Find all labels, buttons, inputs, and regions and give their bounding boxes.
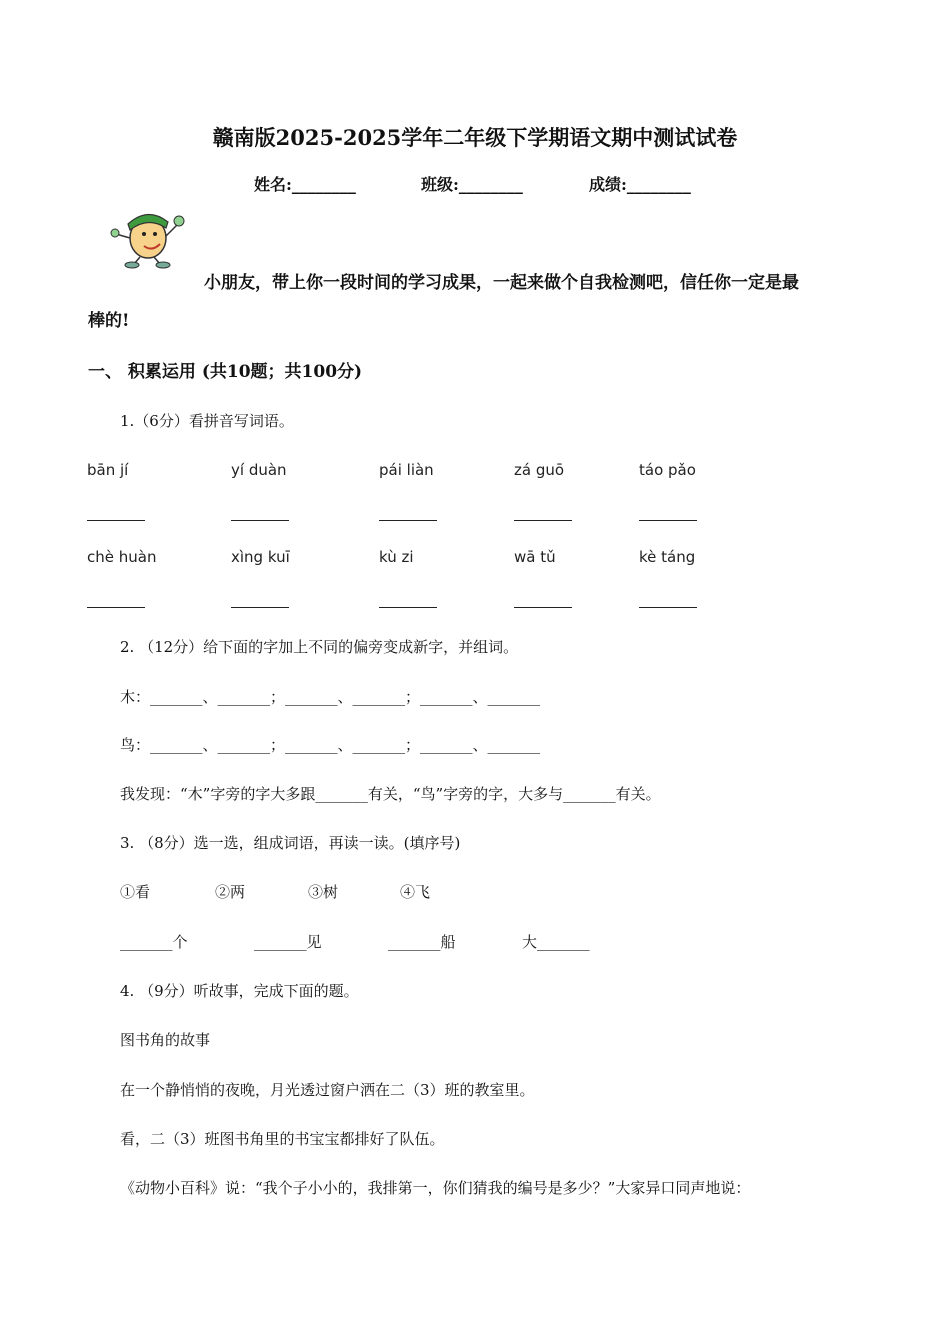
class-blank: ________ [458, 175, 523, 194]
score-blank: ________ [626, 175, 691, 194]
intro-line-2: 棒的! [88, 311, 130, 331]
section-heading: 一、 积累运用 (共10题；共100分) [88, 362, 363, 382]
answer-line [231, 520, 289, 521]
q1-pinyin: kù zi [379, 548, 414, 566]
name-field [254, 172, 356, 195]
q1-pinyin: zá guō [514, 461, 565, 479]
mascot-illustration [108, 204, 188, 270]
q3-option: ④飞 [400, 883, 431, 901]
q3-stem: 3. （8分）选一选，组成词语，再读一读。(填序号) [120, 834, 461, 852]
answer-line [87, 607, 145, 608]
q2-line-niao: 鸟：_______、_______；_______、_______；_______、_______ [120, 736, 541, 754]
q2-line-mu: 木：_______、_______；_______、_______；_______、_______ [120, 688, 541, 706]
q1-pinyin: pái liàn [379, 461, 434, 479]
q3-blank: _______见 [254, 933, 322, 951]
answer-line [379, 520, 437, 521]
q1-pinyin: kè táng [639, 548, 696, 566]
answer-line [639, 520, 697, 521]
q4-paragraph: 在一个静悄悄的夜晚，月光透过窗户洒在二（3）班的教室里。 [120, 1081, 535, 1099]
answer-line [514, 607, 572, 608]
q1-pinyin: táo pǎo [639, 461, 696, 479]
q1-pinyin: chè huàn [87, 548, 157, 566]
answer-line [639, 607, 697, 608]
q3-option: ①看 [120, 883, 151, 901]
q4-stem: 4. （9分）听故事，完成下面的题。 [120, 982, 359, 1000]
answer-line [231, 607, 289, 608]
answer-line [514, 520, 572, 521]
name-blank: ________ [291, 175, 356, 194]
q4-paragraph: 看，二（3）班图书角里的书宝宝都排好了队伍。 [120, 1130, 445, 1148]
intro-line-1: 小朋友，带上你一段时间的学习成果，一起来做个自我检测吧，信任你一定是最 [204, 273, 799, 293]
q2-discover: 我发现：“木”字旁的字大多跟_______有关，“鸟”字旁的字，大多与_______有关。 [120, 785, 661, 803]
score-label: 成绩: [589, 175, 627, 194]
q1-pinyin: bān jí [87, 461, 129, 479]
class-field [421, 172, 523, 195]
q1-pinyin: wā tǔ [514, 548, 556, 566]
q3-blank: _______船 [388, 933, 456, 951]
q3-blank: 大_______ [522, 933, 590, 951]
answer-line [379, 607, 437, 608]
q1-pinyin: xìng kuī [231, 548, 290, 566]
q4-story-title: 图书角的故事 [120, 1031, 211, 1049]
score-field [589, 172, 691, 195]
q1-stem: 1.（6分）看拼音写词语。 [120, 412, 294, 430]
q3-option: ③树 [308, 883, 339, 901]
page-title: 赣南版2025-2025学年二年级下学期语文期中测试试卷 [212, 125, 738, 150]
q3-blank: _______个 [120, 933, 188, 951]
q4-paragraph: 《动物小百科》说：“我个子小小的，我排第一，你们猜我的编号是多少？”大家异口同声地说： [120, 1179, 751, 1197]
q1-pinyin: yí duàn [231, 461, 287, 479]
answer-line [87, 520, 145, 521]
q2-stem: 2. （12分）给下面的字加上不同的偏旁变成新字，并组词。 [120, 638, 519, 656]
class-label: 班级: [421, 175, 459, 194]
q3-option: ②两 [215, 883, 246, 901]
name-label: 姓名: [254, 175, 292, 194]
